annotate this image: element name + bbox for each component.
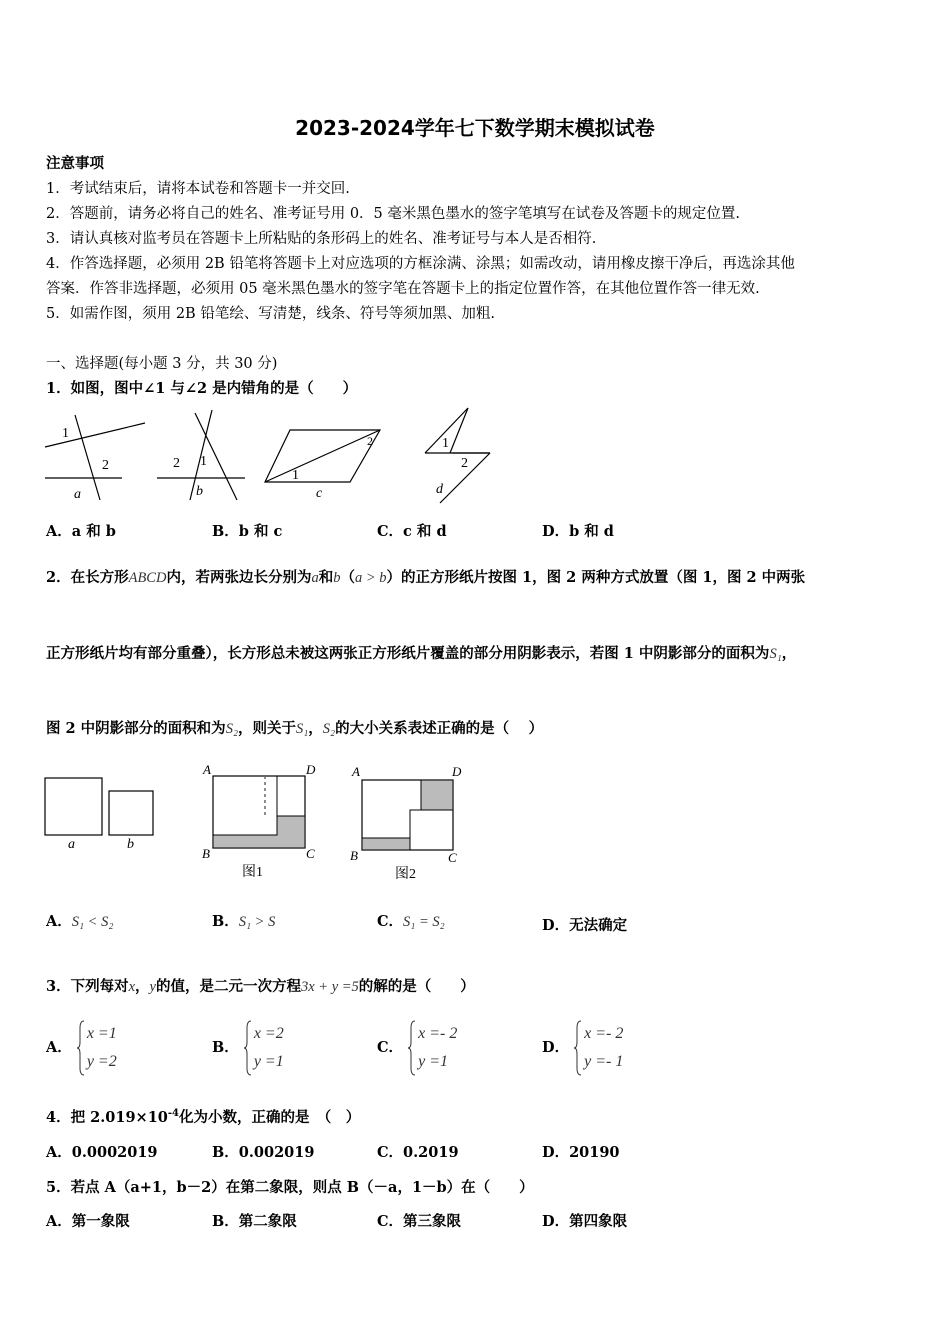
svg-text:B: B [350, 848, 358, 863]
q1-figure-c [265, 430, 380, 501]
q1-figure-a [45, 415, 145, 502]
svg-text:C: C [306, 846, 315, 861]
q5-option-a[interactable]: A．第一象限 [46, 1213, 130, 1230]
svg-text:A: A [352, 764, 360, 779]
notice-heading: 注意事项 [46, 155, 104, 172]
q2-stem-line1: 2．在长方形ABCD内，若两张边长分别为a和b（a > b）的正方形纸片按图 1，图 2 两种方式放置（图 1，图 2 中两张 [46, 569, 806, 586]
svg-text:图2: 图2 [395, 867, 416, 882]
notice-item: 1．考试结束后，请将本试卷和答题卡一并交回. [46, 181, 350, 197]
fig-label-b: b [196, 484, 203, 499]
svg-text:D: D [452, 764, 462, 779]
q4-stem: 4．把 $2.019\times 10^{-4}$化为小数，正确的是 （ ） [46, 1108, 361, 1126]
fig-label-1: 1 [62, 426, 69, 441]
notice-item: 4．作答选择题，必须用 2B 铅笔将答题卡上对应选项的方框涂满、涂黑；如需改动，请用橡皮擦干净后，再选涂其他 [46, 256, 795, 272]
svg-text:B: B [202, 846, 210, 861]
q2-option-a[interactable]: A．S₁ < S₂ [46, 913, 114, 930]
fig-label-1: 1 [292, 468, 299, 483]
square-b [109, 791, 153, 835]
fig-label-1: 1 [200, 454, 207, 469]
fig-label-c: c [316, 486, 323, 501]
q3-stem: 3．下列每对x，y的值，是二元一次方程3x + y =5的解的是（ ） [46, 978, 475, 995]
q5-stem: 5．若点 A（a+1，b－2）在第二象限，则点 B（－a，1－b）在（ ） [46, 1179, 534, 1196]
q1-option-b[interactable]: B．b 和 c [212, 523, 283, 540]
fig-label-a: a [74, 487, 81, 502]
notice-item: 5．如需作图，须用 2B 铅笔绘、写清楚，线条、符号等须加黑、加粗. [46, 306, 495, 322]
fig-label-1: 1 [442, 436, 449, 451]
q1-figure-d [425, 408, 490, 503]
q2-option-b[interactable]: B．S₁ > S [212, 913, 276, 930]
svg-text:A: A [203, 762, 211, 777]
q2-stem-line3: 图 2 中阴影部分的面积和为S₂，则关于S₁，S₂的大小关系表述正确的是（ ） [46, 720, 544, 737]
q2-figure-1 [202, 762, 316, 880]
svg-text:D: D [306, 762, 316, 777]
q2-option-d[interactable]: D．无法确定 [542, 917, 628, 934]
q1-option-c[interactable]: C．c 和 d [377, 523, 447, 540]
q4-option-c[interactable]: C．0.2019 [377, 1144, 459, 1161]
notice-item: 答案．作答非选择题，必须用 05 毫米黑色墨水的签字笔在答题卡上的指定位置作答，在其他位置作答一律无效. [46, 281, 760, 297]
svg-text:a: a [68, 837, 75, 852]
q1-option-a[interactable]: A．a 和 b [46, 523, 116, 540]
square-a [45, 778, 102, 835]
q5-option-d[interactable]: D．第四象限 [542, 1213, 628, 1230]
q2-figure-2 [350, 764, 462, 882]
svg-text:C: C [448, 850, 457, 865]
q4-option-b[interactable]: B．0.002019 [212, 1144, 315, 1161]
notice-item: 2．答题前，请务必将自己的姓名、准考证号用 0．5 毫米黑色墨水的签字笔填写在试卷及答题卡的规定位置. [46, 206, 740, 222]
svg-text:图1: 图1 [242, 865, 263, 880]
page-title: 2023-2024学年七下数学期末模拟试卷 [295, 116, 655, 140]
q3-option-a[interactable]: A． x =1 y =2 [46, 1020, 117, 1076]
fig-label-2: 2 [367, 434, 373, 448]
q4-option-d[interactable]: D．20190 [542, 1144, 620, 1161]
q4-option-a[interactable]: A．0.0002019 [46, 1144, 158, 1161]
fig-label-2: 2 [461, 456, 468, 471]
q2-figures [40, 758, 480, 888]
fig-label-2: 2 [173, 456, 180, 471]
q1-figures [40, 405, 640, 505]
notice-item: 3．请认真核对监考员在答题卡上所粘贴的条形码上的姓名、准考证号与本人是否相符. [46, 231, 597, 247]
q2-stem-line2: 正方形纸片均有部分重叠），长方形总未被这两张正方形纸片覆盖的部分用阴影表示，若图 1 中阴影部分的面积为S₁， [46, 645, 797, 662]
q5-option-b[interactable]: B．第二象限 [212, 1213, 297, 1230]
q1-figure-b [157, 410, 245, 500]
q2-option-c[interactable]: C．S₁ = S₂ [377, 913, 445, 930]
q3-option-b[interactable]: B． x =2 y =1 [212, 1020, 284, 1076]
q1-stem: 1．如图，图中∠1 与∠2 是内错角的是（ ） [46, 380, 358, 397]
q3-option-c[interactable]: C． x =- 2 y =1 [377, 1020, 457, 1076]
q1-option-d[interactable]: D．b 和 d [542, 523, 614, 540]
svg-text:b: b [127, 837, 134, 852]
section-heading: 一、选择题(每小题 3 分，共 30 分) [46, 356, 278, 372]
q3-option-d[interactable]: D． x =- 2 y =- 1 [542, 1020, 623, 1076]
fig-label-2: 2 [102, 458, 109, 473]
q5-option-c[interactable]: C．第三象限 [377, 1213, 462, 1230]
fig-label-d: d [436, 482, 443, 497]
